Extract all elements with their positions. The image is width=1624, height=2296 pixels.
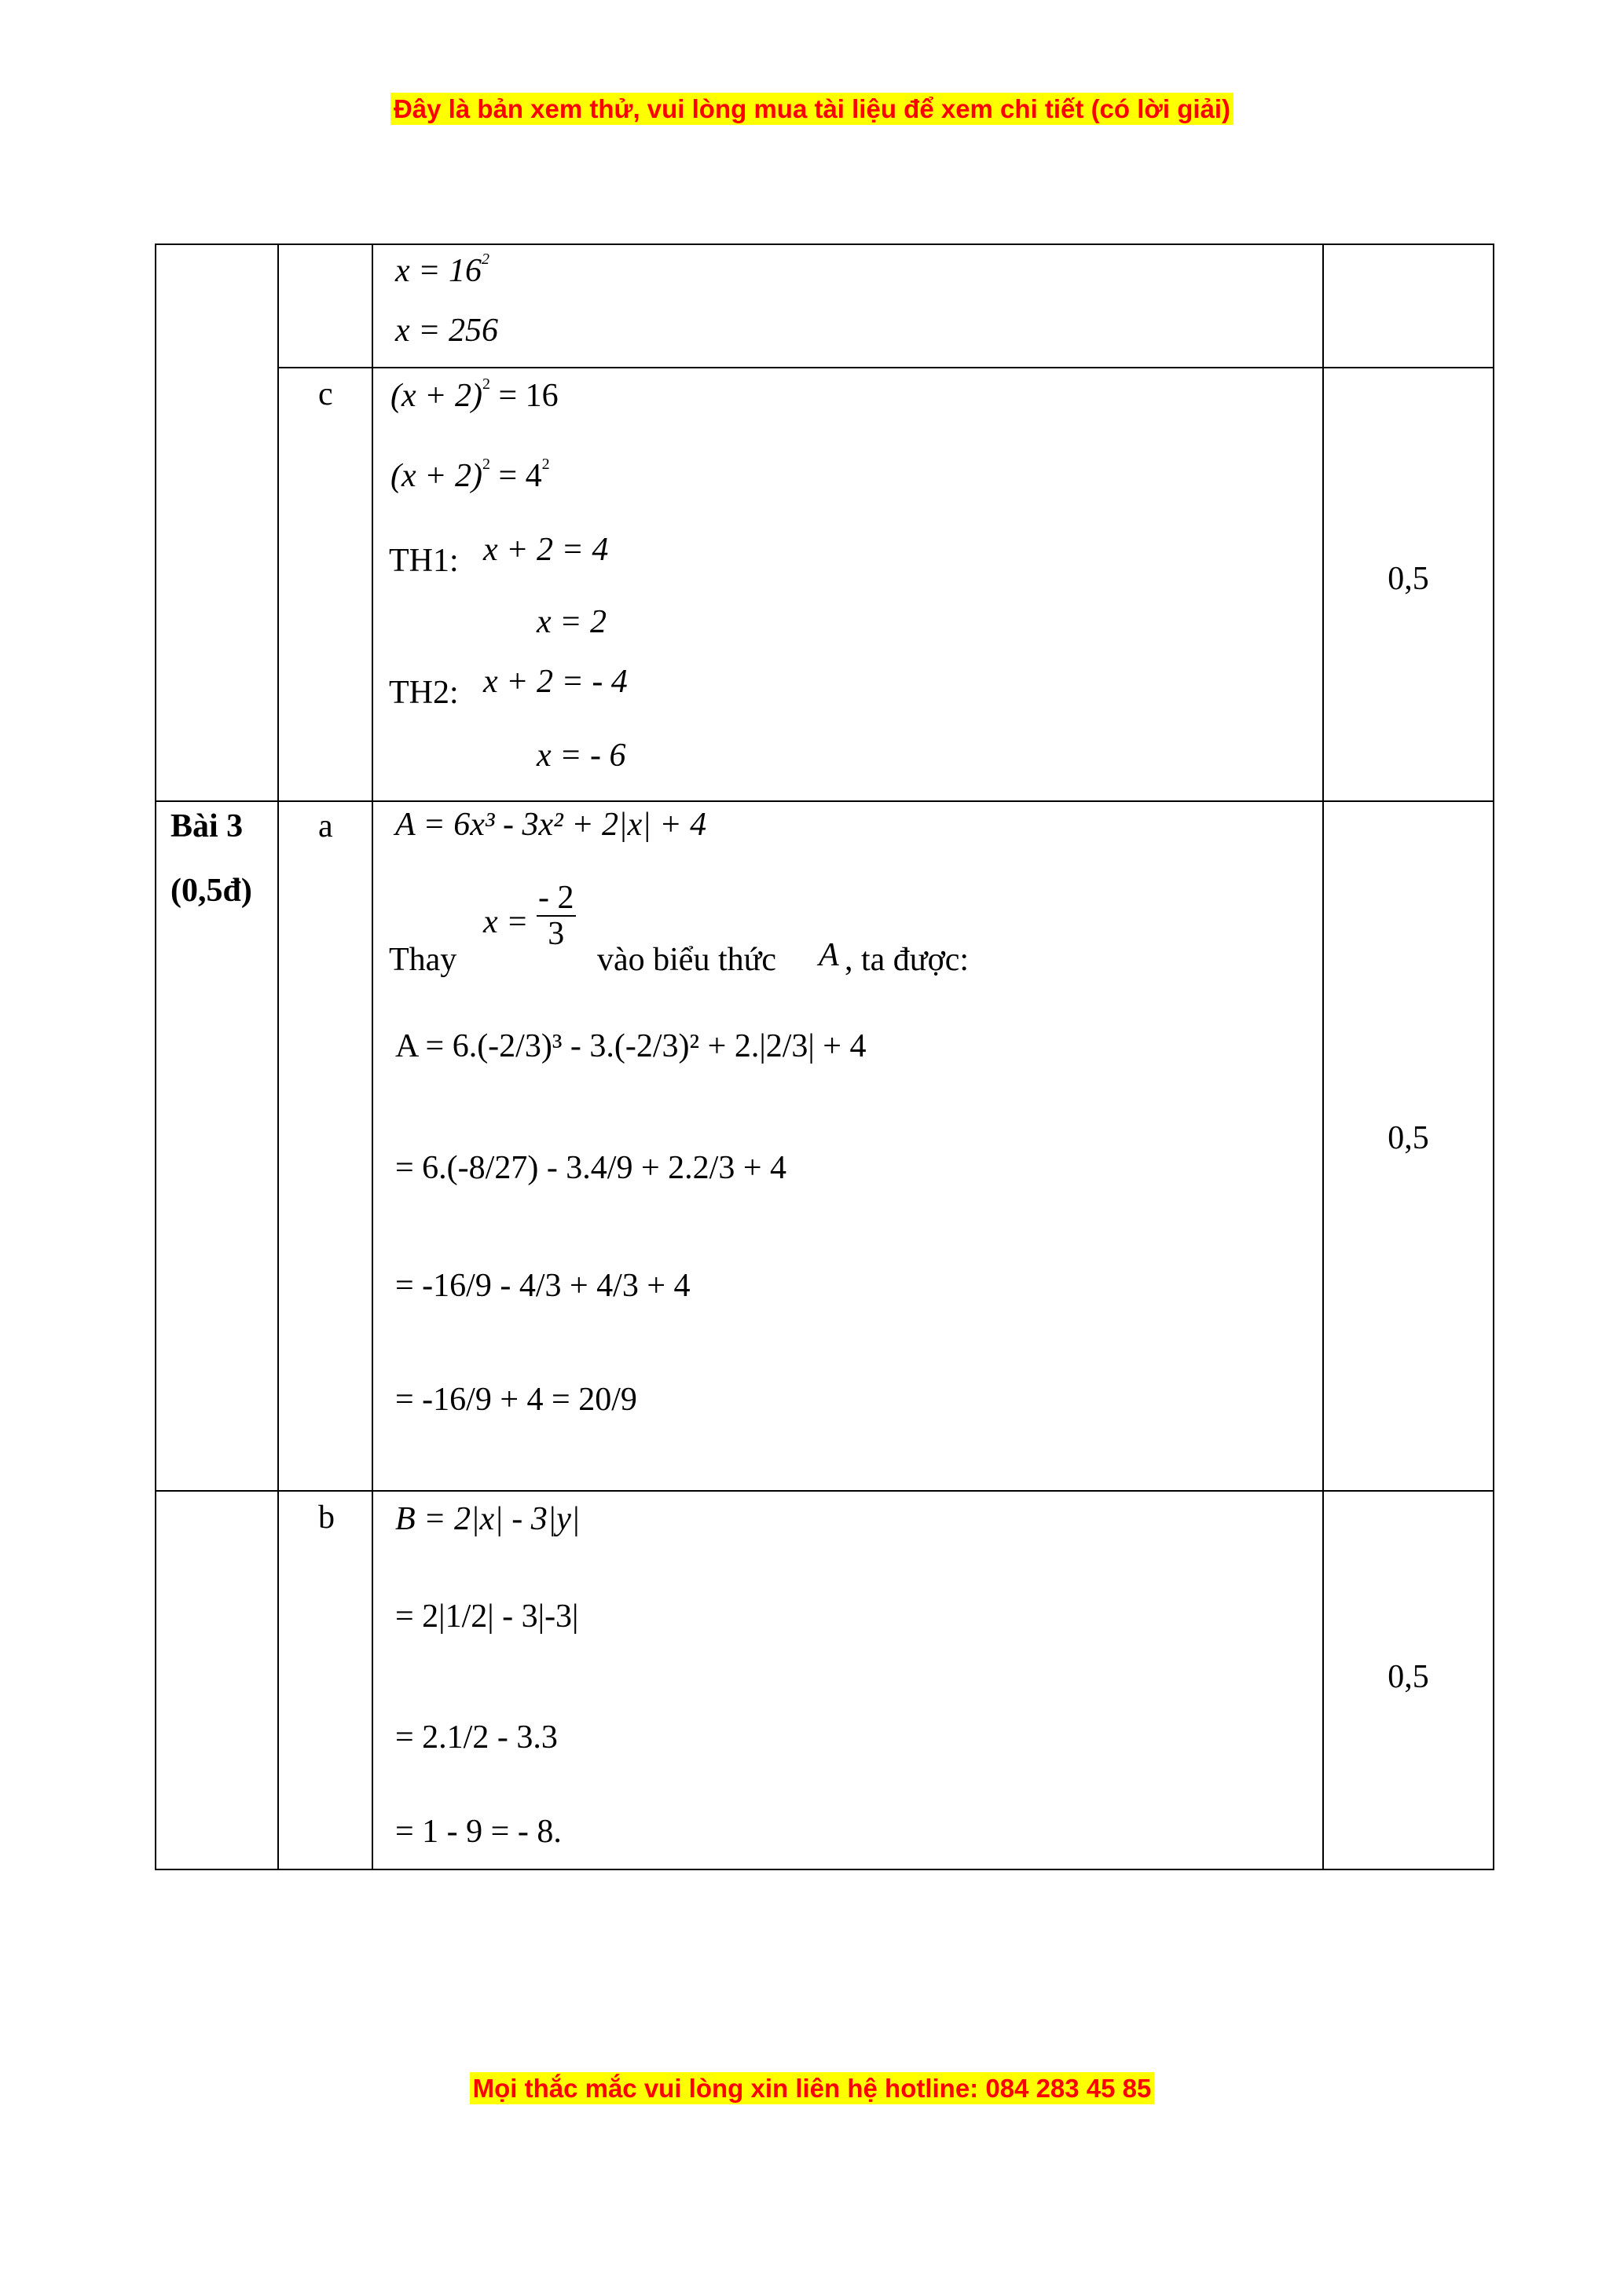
preview-notice-text: Đây là bản xem thử, vui lòng mua tài liệu để xem chi tiết (có lời giải) [390, 93, 1234, 125]
score-value: 0,5 [1388, 1659, 1429, 1695]
part-label: a [318, 808, 333, 844]
calculation-step: = -16/9 + 4 = 20/9 [395, 1382, 637, 1418]
preview-notice-banner [0, 94, 1624, 124]
equation-line: x + 2 = - 4 [483, 664, 628, 700]
x-fraction: $\frac{- 2}{3}$ [538, 880, 574, 953]
expression-line: B = 2|x| - 3|y| [395, 1501, 581, 1537]
equation-line: x = 256 [395, 313, 498, 349]
solution-table [155, 244, 1494, 1870]
solution-cell [372, 801, 1323, 1491]
score-value: 0,5 [1388, 561, 1429, 597]
equation-line: $(x + 2)^2 = 16$ [390, 375, 559, 414]
part-cell-empty [278, 244, 372, 368]
calculation-step: = 6.(-8/27) - 3.4/9 + 2.2/3 + 4 [395, 1150, 787, 1186]
score-cell-empty [1323, 244, 1494, 368]
table-row [156, 244, 1494, 368]
table-row [156, 368, 1494, 801]
equation-line: $(x + 2)^2 = 4^2$ [390, 456, 550, 494]
thay-text: Thay [389, 942, 457, 978]
part-cell [278, 1491, 372, 1869]
table-row [156, 801, 1494, 1491]
case-label: TH2: [389, 675, 459, 711]
problem-points: (0,5đ) [170, 873, 252, 909]
equation-line: x = - 6 [537, 738, 626, 774]
thay-end-text: , ta được: [845, 942, 970, 978]
part-label: b [318, 1500, 335, 1536]
equation-line: x + 2 = 4 [483, 532, 609, 568]
problem-cell-empty [156, 244, 278, 801]
calculation-step: = 1 - 9 = - 8. [395, 1814, 562, 1850]
part-label: c [318, 376, 333, 412]
problem-number: Bài 3 [170, 808, 244, 844]
expression-line: A = 6x³ - 3x² + 2|x| + 4 [395, 807, 707, 843]
solution-cell [372, 368, 1323, 801]
x-assign: x = [483, 904, 529, 940]
calculation-step: = 2.1/2 - 3.3 [395, 1719, 558, 1756]
case-label: TH1: [389, 543, 459, 579]
thay-rest-text: vào biểu thức [597, 942, 777, 978]
part-cell [278, 368, 372, 801]
table-row [156, 1491, 1494, 1869]
part-cell [278, 801, 372, 1491]
calculation-step: = -16/9 - 4/3 + 4/3 + 4 [395, 1268, 691, 1304]
score-cell [1323, 801, 1494, 1491]
calculation-step: = 2|1/2| - 3|-3| [395, 1598, 579, 1635]
hotline-text: Mọi thắc mắc vui lòng xin liên hệ hotline: 084 283 45 85 [470, 2072, 1155, 2104]
solution-cell [372, 1491, 1323, 1869]
score-cell [1323, 1491, 1494, 1869]
score-cell [1323, 368, 1494, 801]
problem-cell-empty [156, 1491, 278, 1869]
problem-cell [156, 801, 278, 1491]
equation-line: $x = 16^2$ [395, 251, 489, 289]
score-value: 0,5 [1388, 1120, 1429, 1156]
hotline-banner [0, 2074, 1624, 2104]
solution-cell [372, 244, 1323, 368]
variable-a: A [819, 937, 839, 973]
equation-line: x = 2 [537, 604, 607, 640]
calculation-step: A = 6.(-2/3)³ - 3.(-2/3)² + 2.|2/3| + 4 [395, 1028, 867, 1064]
